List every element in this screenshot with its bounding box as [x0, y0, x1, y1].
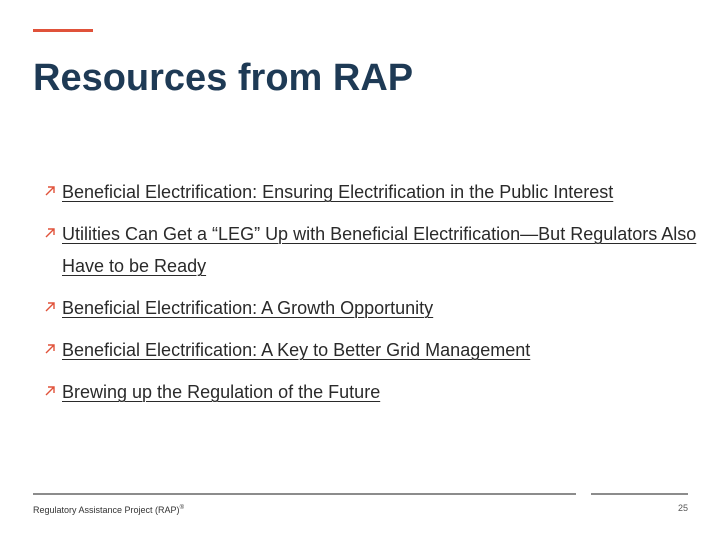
arrow-up-right-icon [44, 301, 56, 313]
list-item [44, 376, 704, 408]
registered-mark: ® [179, 505, 184, 511]
list-item [44, 292, 704, 324]
resource-link-regulation-future[interactable]: Brewing up the Regulation of the Future [62, 382, 381, 402]
footer-org-name [33, 505, 184, 515]
resource-link-leg-up[interactable]: Utilities Can Get a “LEG” Up with Beneficial Electrification—But Regulators Also Have to be Ready [62, 224, 697, 276]
list-item [44, 176, 704, 208]
list-item [44, 218, 704, 282]
footer-divider-left [33, 493, 576, 495]
resource-link-grid-management[interactable]: Beneficial Electrification: A Key to Better Grid Management [62, 340, 531, 360]
arrow-up-right-icon [44, 343, 56, 355]
footer-divider-right [591, 493, 688, 495]
page-number: 25 [677, 503, 688, 513]
list-item [44, 334, 704, 366]
title-accent-bar [33, 29, 93, 32]
resource-link-public-interest[interactable]: Beneficial Electrification: Ensuring Electrification in the Public Interest [62, 182, 614, 202]
arrow-up-right-icon [44, 385, 56, 397]
arrow-up-right-icon [44, 227, 56, 239]
arrow-up-right-icon [44, 185, 56, 197]
resource-link-list [44, 176, 704, 418]
resource-link-growth-opportunity[interactable]: Beneficial Electrification: A Growth Opportunity [62, 298, 434, 318]
footer-org-label: Regulatory Assistance Project (RAP) [33, 505, 180, 515]
slide-title: Resources from RAP [33, 57, 414, 99]
